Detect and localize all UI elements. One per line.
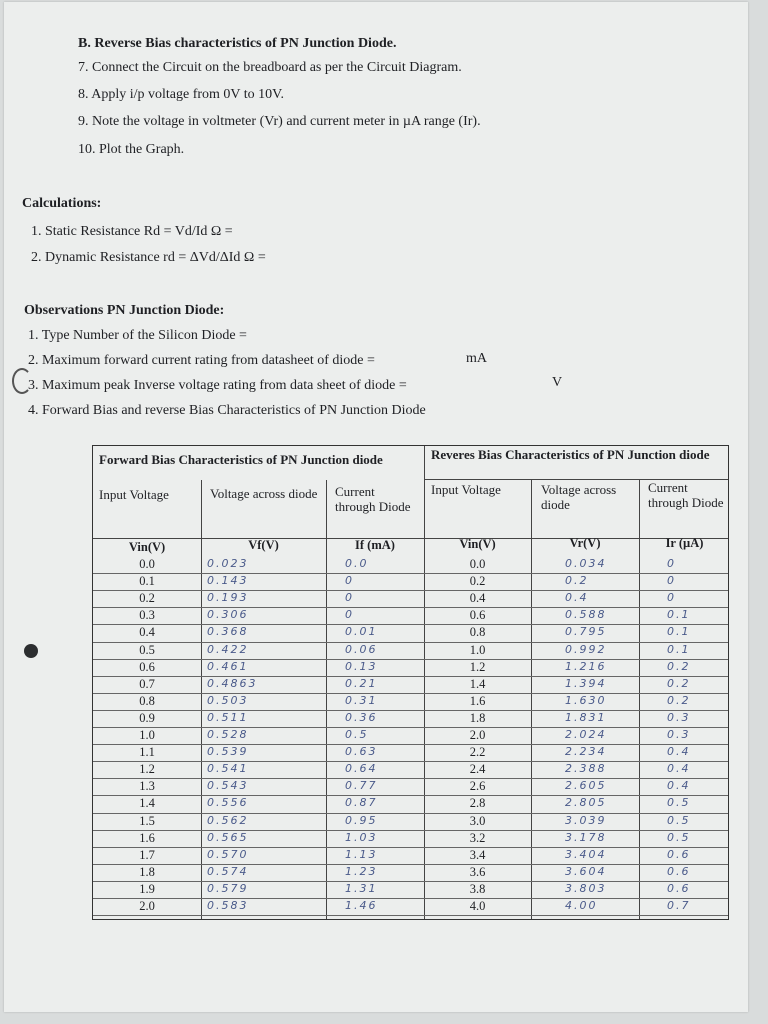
f-if-cell: 0.64	[345, 762, 378, 776]
observation-2: 2. Maximum forward current rating from datasheet of diode =	[28, 353, 375, 368]
r-vr-cell: 3.178	[565, 830, 607, 844]
f-if-cell: 1.23	[345, 864, 378, 878]
f-if-cell: 0.0	[345, 557, 369, 570]
f-if-cell: 0.63	[345, 745, 378, 759]
f-if-cell: 0.21	[345, 676, 378, 690]
f-vin-cell: 1.1	[139, 745, 155, 760]
f-vin-cell: 1.0	[139, 728, 155, 742]
r-vr-cell: 0.795	[565, 625, 607, 639]
r-ir-cell: 0.1	[667, 625, 691, 639]
r-vr-cell: 0.034	[565, 557, 607, 570]
r-vin-cell: 0.0	[469, 557, 486, 571]
r-vr-cell: 3.039	[565, 813, 607, 827]
r-input-header: Input Voltage	[431, 482, 501, 497]
r-vr-symbol: Vr(V)	[569, 536, 601, 550]
f-if-cell: 0.36	[345, 710, 378, 724]
r-ir-cell: 0.5	[667, 830, 691, 844]
r-vin-cell: 3.6	[469, 864, 486, 879]
f-vin-cell: 0.4	[139, 625, 155, 640]
r-vr-cell: 4.00	[565, 899, 598, 912]
f-vin-cell: 1.4	[139, 796, 155, 811]
unit-v: V	[552, 375, 563, 390]
punch-hole	[24, 644, 38, 658]
f-vf-cell: 0.583	[207, 899, 249, 912]
f-vf-cell: 0.4863	[207, 676, 258, 690]
observation-4: 4. Forward Bias and reverse Bias Characteristics of PN Junction Diode	[28, 403, 426, 418]
r-vr-cell: 2.605	[565, 779, 607, 793]
f-vin-cell: 0.9	[139, 710, 155, 725]
f-vf-cell: 0.193	[207, 591, 249, 605]
f-vf-cell: 0.539	[207, 745, 249, 759]
f-if-cell: 1.13	[345, 847, 378, 861]
r-vin-cell: 3.0	[469, 813, 486, 828]
r-ir-cell: 0.1	[667, 642, 691, 656]
r-vin-cell: 3.2	[469, 830, 486, 845]
step-8: 8. Apply i/p voltage from 0V to 10V.	[78, 87, 284, 102]
punch-hole-ring	[12, 368, 32, 394]
f-if-cell: 0.77	[345, 779, 378, 793]
row-divider	[93, 915, 728, 916]
step-9: 9. Note the voltage in voltmeter (Vr) and current meter in µA range (Ir).	[78, 114, 481, 129]
f-vin-cell: 1.5	[139, 813, 155, 828]
r-vin-cell: 0.2	[469, 574, 486, 589]
f-if-cell: 1.46	[345, 899, 378, 912]
f-vf-cell: 0.143	[207, 574, 249, 588]
f-vf-cell: 0.556	[207, 796, 249, 810]
f-vf-symbol: Vf(V)	[248, 538, 279, 552]
r-vr-cell: 0.4	[565, 591, 589, 605]
r-vr-cell: 0.2	[565, 574, 589, 588]
worksheet-page	[4, 2, 748, 1012]
r-vr-cell: 2.234	[565, 745, 607, 759]
r-ir-cell: 0.5	[667, 796, 691, 810]
r-ir-cell: 0.6	[667, 847, 691, 861]
r-vin-cell: 0.4	[469, 591, 486, 606]
f-if-cell: 0.13	[345, 659, 378, 673]
f-vin-cell: 1.9	[139, 881, 155, 896]
f-if-cell: 0.5	[345, 728, 369, 741]
f-vf-cell: 0.422	[207, 642, 249, 656]
f-if-cell: 1.31	[345, 881, 378, 895]
r-vin-cell: 2.4	[469, 762, 486, 777]
f-vf-cell: 0.543	[207, 779, 249, 793]
r-ir-cell: 0.4	[667, 745, 691, 759]
observation-1: 1. Type Number of the Silicon Diode =	[28, 328, 247, 343]
f-if-cell: 0.87	[345, 796, 378, 810]
f-if-cell: 0.95	[345, 813, 378, 827]
f-vf-cell: 0.562	[207, 813, 249, 827]
f-if-cell: 0.31	[345, 693, 378, 707]
r-vin-cell: 2.0	[469, 728, 486, 742]
r-vin-cell: 3.8	[469, 881, 486, 896]
r-ir-cell: 0.2	[667, 693, 691, 707]
f-if-cell: 0	[345, 574, 354, 588]
r-vr-cell: 1.831	[565, 710, 607, 724]
step-7: 7. Connect the Circuit on the breadboard as per the Circuit Diagram.	[78, 60, 462, 75]
f-vin-cell: 1.6	[139, 830, 155, 845]
f-vin-symbol: Vin(V)	[128, 540, 166, 554]
r-ir-cell: 0.5	[667, 813, 691, 827]
f-vin-cell: 0.5	[139, 642, 155, 657]
f-vin-cell: 1.8	[139, 864, 155, 879]
f-vin-cell: 2.0	[139, 899, 155, 913]
f-voltage-header: Voltage across diode	[210, 486, 318, 501]
r-ir-cell: 0.2	[667, 659, 691, 673]
dynamic-resistance: 2. Dynamic Resistance rd = ΔVd/ΔId Ω =	[31, 250, 266, 265]
r-vin-cell: 0.6	[469, 608, 486, 623]
f-vf-cell: 0.574	[207, 864, 249, 878]
r-ir-cell: 0.4	[667, 762, 691, 776]
f-vf-cell: 0.461	[207, 659, 249, 673]
r-vr-cell: 2.805	[565, 796, 607, 810]
r-ir-cell: 0.6	[667, 881, 691, 895]
f-vin-cell: 1.2	[139, 762, 155, 777]
r-ir-cell: 0.4	[667, 779, 691, 793]
reverse-bias-title: Reveres Bias Characteristics of PN Junction diode	[431, 447, 710, 462]
f-vf-cell: 0.306	[207, 608, 249, 622]
calculations-title: Calculations:	[22, 196, 102, 211]
f-vin-cell: 1.3	[139, 779, 155, 794]
f-vin-cell: 0.0	[139, 557, 155, 571]
r-vin-cell: 1.0	[469, 642, 486, 657]
characteristics-table	[92, 445, 729, 920]
f-input-header: Input Voltage	[99, 487, 169, 502]
r-vin-cell: 4.0	[469, 899, 486, 913]
r-vr-cell: 1.216	[565, 659, 607, 673]
r-vin-cell: 1.2	[469, 659, 486, 674]
f-vin-cell: 0.3	[139, 608, 155, 623]
f-vf-cell: 0.565	[207, 830, 249, 844]
r-ir-cell: 0.7	[667, 899, 691, 912]
f-vin-cell: 0.6	[139, 659, 155, 674]
r-vin-cell: 2.6	[469, 779, 486, 794]
r-current-header: Current through Diode	[648, 480, 724, 510]
unit-ma: mA	[466, 351, 487, 366]
forward-bias-title: Forward Bias Characteristics of PN Junction diode	[99, 452, 383, 467]
r-vr-cell: 2.388	[565, 762, 607, 776]
f-current-header: Current through Diode	[335, 484, 411, 514]
f-vin-cell: 0.8	[139, 693, 155, 708]
r-vin-cell: 1.6	[469, 693, 486, 708]
r-vr-cell: 2.024	[565, 728, 607, 741]
r-ir-cell: 0.3	[667, 728, 691, 741]
static-resistance: 1. Static Resistance Rd = Vd/Id Ω =	[31, 224, 233, 239]
f-vf-cell: 0.570	[207, 847, 249, 861]
observations-title: Observations PN Junction Diode:	[24, 303, 225, 318]
section-b-title: B. Reverse Bias characteristics of PN Junction Diode.	[78, 36, 397, 51]
f-vin-cell: 0.2	[139, 591, 155, 606]
f-vf-cell: 0.541	[207, 762, 249, 776]
f-if-symbol: If (mA)	[355, 538, 395, 552]
r-vr-cell: 1.394	[565, 676, 607, 690]
f-if-cell: 0.01	[345, 625, 378, 639]
r-ir-cell: 0.6	[667, 864, 691, 878]
r-vr-cell: 1.630	[565, 693, 607, 707]
r-ir-cell: 0.3	[667, 710, 691, 724]
r-vr-cell: 3.404	[565, 847, 607, 861]
f-vf-cell: 0.511	[207, 710, 249, 724]
r-vin-cell: 2.8	[469, 796, 486, 811]
r-ir-cell: 0	[667, 574, 676, 588]
f-vf-cell: 0.023	[207, 557, 249, 570]
f-if-cell: 0	[345, 591, 354, 605]
r-vin-cell: 0.8	[469, 625, 486, 640]
r-vin-cell: 2.2	[469, 745, 486, 760]
f-vin-cell: 0.1	[139, 574, 155, 589]
r-ir-cell: 0	[667, 557, 676, 570]
r-vin-cell: 3.4	[469, 847, 486, 862]
f-vf-cell: 0.368	[207, 625, 249, 639]
r-vr-cell: 0.992	[565, 642, 607, 656]
r-ir-cell: 0.2	[667, 676, 691, 690]
r-vin-cell: 1.4	[469, 676, 486, 691]
r-vr-cell: 3.604	[565, 864, 607, 878]
f-vf-cell: 0.579	[207, 881, 249, 895]
f-if-cell: 1.03	[345, 830, 378, 844]
r-ir-cell: 0	[667, 591, 676, 605]
r-ir-cell: 0.1	[667, 608, 691, 622]
step-10: 10. Plot the Graph.	[78, 142, 185, 157]
r-vin-cell: 1.8	[469, 710, 486, 725]
r-vr-cell: 3.803	[565, 881, 607, 895]
f-vf-cell: 0.528	[207, 728, 249, 741]
f-if-cell: 0	[345, 608, 354, 622]
f-vin-cell: 1.7	[139, 847, 155, 862]
f-vin-cell: 0.7	[139, 676, 155, 691]
f-vf-cell: 0.503	[207, 693, 249, 707]
observation-3: 3. Maximum peak Inverse voltage rating from data sheet of diode =	[28, 378, 407, 393]
r-ir-symbol: Ir (µA)	[665, 536, 704, 550]
r-voltage-header: Voltage across diode	[541, 482, 617, 512]
r-vin-symbol: Vin(V)	[459, 537, 496, 551]
f-if-cell: 0.06	[345, 642, 378, 656]
r-vr-cell: 0.588	[565, 608, 607, 622]
